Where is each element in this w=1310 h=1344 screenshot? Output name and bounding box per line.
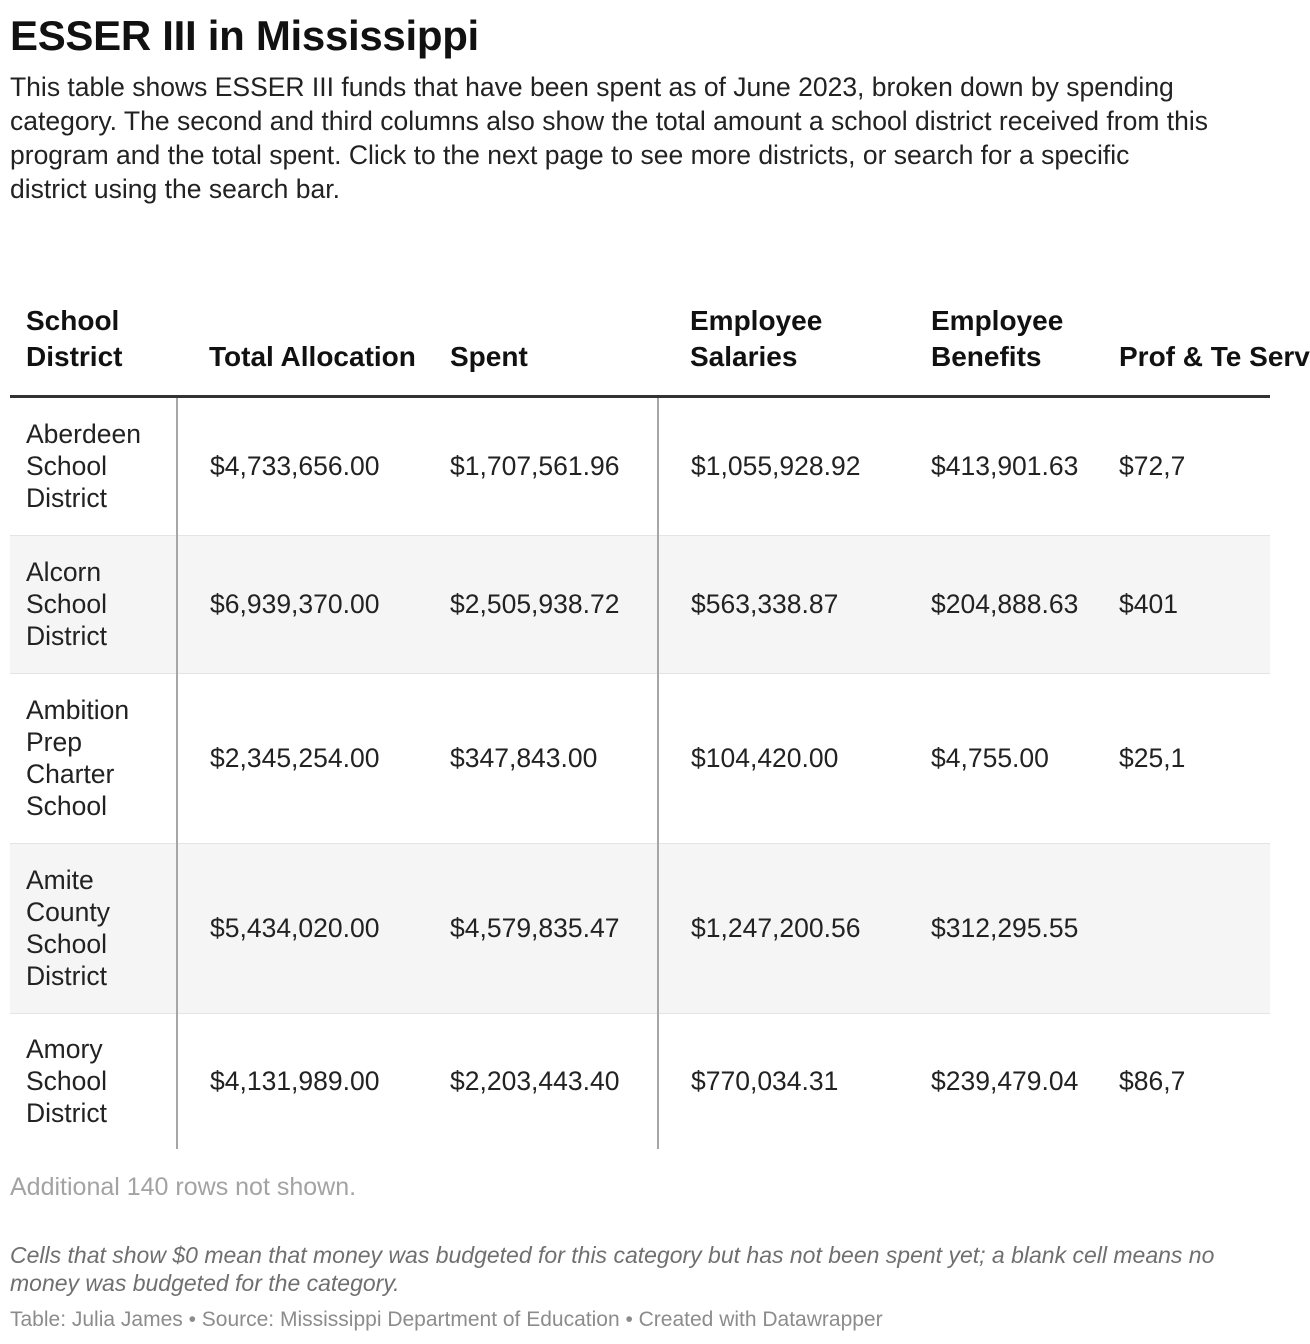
- table-row: [10, 535, 1270, 673]
- table-card: [10, 0, 1310, 1331]
- cell-employee-salaries: $1,247,200.56: [658, 843, 898, 1013]
- cell-total-allocation: $2,345,254.00: [177, 673, 417, 843]
- cell-school-district: Aberdeen School District: [10, 396, 177, 535]
- cell-school-district: Amite County School District: [10, 843, 177, 1013]
- cell-total-allocation: $4,131,989.00: [210, 1066, 380, 1097]
- rows-not-shown-notice: Additional 140 rows not shown.: [10, 1173, 357, 1201]
- column-header-school-district[interactable]: School District: [10, 256, 177, 396]
- source-credit: Table: Julia James • Source: Mississippi Department of Education • Created with Datawrapper: [10, 1308, 883, 1331]
- column-header-employee-salaries[interactable]: Employee Salaries: [658, 256, 898, 396]
- cell-total-allocation: $5,434,020.00: [177, 843, 417, 1013]
- cell-employee-benefits: $413,901.63: [898, 396, 1117, 535]
- cell-spent: $347,843.00: [417, 673, 658, 843]
- table-row: [10, 673, 1270, 843]
- cell-spent: $2,203,443.40: [417, 1013, 658, 1149]
- cell-employee-benefits: $4,755.00: [898, 673, 1117, 843]
- column-header-professional-technical-services[interactable]: [1117, 256, 1310, 396]
- cell-employee-salaries: $770,034.31: [691, 1066, 839, 1097]
- cell-professional-services: $86,7: [1119, 1066, 1186, 1097]
- table-body: [10, 396, 1270, 1149]
- cell-school-district: Alcorn School District: [10, 535, 177, 673]
- chart-description: This table shows ESSER III funds that have been spent as of June 2023, broken down by spending category. The second and third columns also show the total amount a school district received from this program and the total spent. Click to the next page to see more districts, or search for a specific district using the search bar.: [10, 72, 1209, 204]
- cell-employee-benefits: $204,888.63: [898, 535, 1117, 673]
- column-header-spent[interactable]: Spent: [417, 256, 658, 396]
- table-row: [10, 843, 1270, 1013]
- cell-employee-salaries: $1,055,928.92: [658, 396, 898, 535]
- cell-spent: $4,579,835.47: [417, 843, 658, 1013]
- cell-professional-services: $401: [1117, 535, 1270, 673]
- cell-professional-services: $25,1: [1117, 673, 1270, 843]
- column-header-employee-benefits[interactable]: Employee Benefits: [898, 256, 1117, 396]
- cell-professional-services: [1117, 843, 1270, 1013]
- cell-employee-salaries: $104,420.00: [658, 673, 898, 843]
- cell-employee-salaries: $563,338.87: [658, 535, 898, 673]
- header-row: [10, 256, 1270, 396]
- footnote: Cells that show $0 mean that money was budgeted for this category but has not been spent yet; a blank cell means no money was budgeted for the category.: [10, 1242, 1215, 1296]
- column-header-total-allocation[interactable]: Total Allocation: [177, 256, 417, 396]
- cell-spent: $1,707,561.96: [417, 396, 658, 535]
- cell-spent: $2,505,938.72: [417, 535, 658, 673]
- table-row: [10, 396, 1270, 535]
- table-row: [10, 1013, 1270, 1149]
- cell-school-district: Ambition Prep Charter School: [10, 673, 177, 843]
- cell-school-district: Amory School District: [10, 1013, 177, 1149]
- table-header: [10, 256, 1310, 396]
- data-table-container: [10, 256, 1310, 1152]
- cell-total-allocation: $6,939,370.00: [177, 535, 417, 673]
- cell-professional-services: $72,7: [1117, 396, 1270, 535]
- column-header-prof-label: Prof & Te Serv: [1119, 340, 1310, 372]
- cell-employee-benefits: $239,479.04: [931, 1066, 1079, 1097]
- chart-title: ESSER III in Mississippi: [10, 12, 479, 59]
- cell-employee-benefits: $312,295.55: [898, 843, 1117, 1013]
- data-table: [10, 256, 1310, 1149]
- cell-total-allocation: $4,733,656.00: [177, 396, 417, 535]
